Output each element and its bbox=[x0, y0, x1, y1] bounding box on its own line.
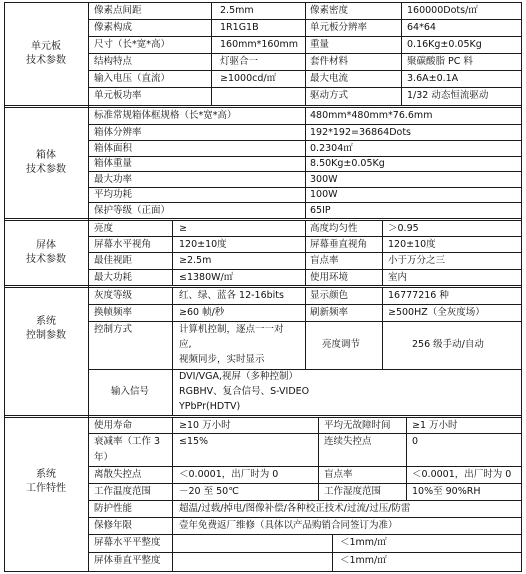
param-value: －20 至 50℃ bbox=[179, 486, 239, 497]
param-label: 刷新频率 bbox=[310, 307, 349, 318]
param-label: 驱动方式 bbox=[310, 90, 349, 101]
row-line bbox=[89, 534, 521, 535]
param-value-line: YPbPr(HDTV) bbox=[179, 401, 241, 412]
param-label: 亮度 bbox=[94, 223, 114, 234]
param-value: 64*64 bbox=[407, 22, 436, 33]
col-line bbox=[406, 418, 407, 500]
param-label: 箱体分辨率 bbox=[94, 127, 142, 138]
param-value: 1/32 动态恒流驱动 bbox=[407, 90, 489, 101]
param-label: 换帧频率 bbox=[94, 307, 133, 318]
param-label: 防护性能 bbox=[94, 503, 133, 514]
param-label: 亮度调节 bbox=[322, 339, 361, 350]
col-line bbox=[382, 288, 383, 369]
param-label: 离散失控点 bbox=[94, 469, 142, 480]
param-value: 3.6A±0.1A bbox=[407, 73, 459, 84]
section-title-line: 技术参数 bbox=[26, 254, 66, 265]
param-label: 使用寿命 bbox=[94, 420, 133, 431]
param-label: 年） bbox=[94, 452, 114, 463]
param-label: 单元板分辨率 bbox=[310, 22, 368, 33]
param-value: 120±10度 bbox=[388, 239, 436, 250]
row-line bbox=[89, 483, 521, 484]
row-line bbox=[89, 552, 521, 553]
section-title-work bbox=[4, 468, 88, 496]
col-line bbox=[172, 418, 173, 572]
param-label: 盲点率 bbox=[324, 469, 353, 480]
param-label: 连续失控点 bbox=[324, 436, 372, 447]
row-line bbox=[89, 500, 521, 501]
param-value: ＜1mm/㎡ bbox=[340, 555, 387, 566]
section-title-cabinet bbox=[4, 149, 88, 177]
param-value: 160mm*160mm bbox=[220, 39, 299, 50]
param-value: ≥ bbox=[179, 223, 187, 234]
param-value-line: 视频同步，实时显示 bbox=[179, 354, 265, 365]
param-label: 最大电流 bbox=[310, 73, 349, 84]
param-value: ≥1 万小时 bbox=[412, 420, 458, 431]
section-title-line: 技术参数 bbox=[26, 164, 66, 175]
param-value: 256 级手动/自动 bbox=[412, 339, 484, 350]
param-value: ≤1380W/㎡ bbox=[179, 272, 234, 283]
param-label: 高度均匀性 bbox=[310, 223, 358, 234]
col-line bbox=[382, 221, 383, 285]
param-value: ≥60 帧/秒 bbox=[179, 307, 225, 318]
table-border-bottom bbox=[4, 571, 522, 572]
param-value: 超温/过载/掉电/图像补偿/各种校正技术/过流/过压/防雷 bbox=[179, 503, 411, 514]
param-value-line: 计算机控制，逐点一一对 bbox=[179, 324, 284, 335]
param-label: 输入电压（直流） bbox=[94, 73, 171, 84]
section-title-unit bbox=[4, 40, 88, 68]
param-value: 160000Dots/㎡ bbox=[407, 5, 478, 16]
section-title-line: 工作特性 bbox=[26, 483, 66, 494]
col-line bbox=[172, 221, 173, 285]
param-label: 最大功率 bbox=[94, 174, 133, 185]
param-value: 100W bbox=[310, 189, 338, 200]
param-label: 箱体重量 bbox=[94, 158, 133, 169]
spec-table bbox=[4, 2, 522, 572]
param-value: ＞0.95 bbox=[388, 223, 419, 234]
param-label: 工作温度范围 bbox=[94, 486, 152, 497]
row-line bbox=[89, 369, 521, 370]
param-label: 屏幕水平视角 bbox=[94, 239, 152, 250]
section-title-line: 屏体 bbox=[36, 240, 56, 251]
param-label: 结构特点 bbox=[94, 56, 133, 67]
col-line bbox=[332, 534, 333, 572]
col-line bbox=[211, 2, 212, 105]
row-line bbox=[89, 517, 521, 518]
param-value: ＜0.0001，出厂时为 0 bbox=[412, 469, 512, 480]
param-label: 最佳视距 bbox=[94, 255, 133, 266]
section-title-line: 控制参数 bbox=[26, 330, 66, 341]
param-label: 工作湿度范围 bbox=[324, 486, 382, 497]
section-title-line: 系统 bbox=[36, 316, 56, 327]
param-label: 保护等级（正面） bbox=[94, 205, 171, 216]
section-boundary bbox=[4, 218, 522, 219]
param-value: 16777216 种 bbox=[388, 290, 449, 301]
param-label: 输入信号 bbox=[111, 386, 150, 397]
param-value: 480mm*480mm*76.6mm bbox=[310, 110, 433, 121]
param-value: 灯驱合一 bbox=[220, 56, 259, 67]
param-value: 0.16Kg±0.05Kg bbox=[407, 39, 482, 50]
param-value-line: 应, bbox=[179, 339, 192, 350]
col-line bbox=[318, 418, 319, 500]
col-line bbox=[172, 288, 173, 415]
param-value: 192*192=36864Dots bbox=[310, 127, 411, 138]
col-line bbox=[305, 2, 306, 105]
row-line bbox=[89, 433, 521, 434]
section-boundary bbox=[4, 285, 522, 286]
col-line bbox=[401, 2, 402, 105]
param-value: 10%至 90%RH bbox=[412, 486, 481, 497]
section-title-control bbox=[4, 315, 88, 343]
col-line bbox=[305, 288, 306, 369]
col-line bbox=[305, 221, 306, 285]
param-value-line: DVI/VGA,视屏（多种控制） bbox=[179, 371, 299, 382]
table-border-top bbox=[4, 2, 522, 3]
param-value: ≥10 万小时 bbox=[179, 420, 231, 431]
param-label: 箱体面积 bbox=[94, 143, 133, 154]
section-title-line: 箱体 bbox=[36, 150, 56, 161]
section-boundary bbox=[4, 417, 522, 418]
param-value: 0 bbox=[412, 436, 419, 447]
param-label: 平均功耗 bbox=[94, 189, 133, 200]
param-label: 使用环境 bbox=[310, 272, 349, 283]
param-value: ≥2.5m bbox=[179, 255, 212, 266]
section-title-line: 系统 bbox=[36, 469, 56, 480]
param-value: 0.2304㎡ bbox=[310, 143, 353, 154]
param-label: 屏体垂直平整度 bbox=[94, 555, 161, 566]
section-title-screen bbox=[4, 239, 88, 267]
section-boundary bbox=[4, 287, 522, 288]
param-value: 300W bbox=[310, 174, 338, 185]
param-value: ≥500HZ（全灰度场） bbox=[388, 307, 485, 318]
param-label: 标准常规箱体框规格（长*宽*高） bbox=[94, 110, 237, 121]
param-label: 最大功耗 bbox=[94, 272, 133, 283]
param-label: 像素构成 bbox=[94, 22, 133, 33]
param-value: 65IP bbox=[310, 205, 331, 216]
section-boundary bbox=[4, 105, 522, 106]
param-label: 像素密度 bbox=[310, 5, 349, 16]
row-line bbox=[89, 466, 521, 467]
param-label: 单元板功率 bbox=[94, 90, 142, 101]
param-label: 重量 bbox=[310, 39, 330, 50]
param-value: ≥1000cd/㎡ bbox=[220, 73, 277, 84]
col-line bbox=[305, 108, 306, 218]
param-value: 小于万分之三 bbox=[388, 255, 446, 266]
param-value: ≤15% bbox=[179, 436, 209, 447]
param-value: ＜0.0001，出厂时为 0 bbox=[179, 469, 279, 480]
param-label: 保修年限 bbox=[94, 520, 133, 531]
param-value: 2.5mm bbox=[220, 5, 254, 16]
param-value: 红、绿、蓝各 12-16bits bbox=[179, 290, 284, 301]
param-label: 显示颜色 bbox=[310, 290, 349, 301]
param-value: 1R1G1B bbox=[220, 22, 259, 33]
param-value-line: RGBHV、复合信号、S-VIDEO bbox=[179, 386, 310, 397]
param-label: 尺寸（长*宽*高） bbox=[94, 39, 171, 50]
param-value: 8.50Kg±0.05Kg bbox=[310, 158, 385, 169]
param-label: 衰减率（工作 3 bbox=[94, 436, 161, 447]
param-value: 120±10度 bbox=[179, 239, 227, 250]
param-label: 像素点间距 bbox=[94, 5, 142, 16]
section-boundary bbox=[4, 107, 522, 108]
param-label: 屏幕垂直视角 bbox=[310, 239, 368, 250]
param-label: 盲点率 bbox=[310, 255, 339, 266]
param-label: 平均无故障时间 bbox=[324, 420, 391, 431]
section-title-line: 技术参数 bbox=[26, 55, 66, 66]
param-value: 壹年免费返厂维修（具体以产品购销合同签订为准） bbox=[179, 520, 398, 531]
param-label: 屏幕水平平整度 bbox=[94, 537, 161, 548]
param-value: 聚碳酸脂 PC 料 bbox=[407, 56, 473, 67]
param-label: 控制方式 bbox=[94, 324, 133, 335]
param-label: 套件材料 bbox=[310, 56, 349, 67]
section-title-line: 单元板 bbox=[31, 41, 61, 52]
section-boundary bbox=[4, 220, 522, 221]
param-value: 室内 bbox=[388, 272, 408, 283]
param-label: 灰度等级 bbox=[94, 290, 133, 301]
section-boundary bbox=[4, 415, 522, 416]
param-value: ＜1mm/㎡ bbox=[340, 537, 387, 548]
